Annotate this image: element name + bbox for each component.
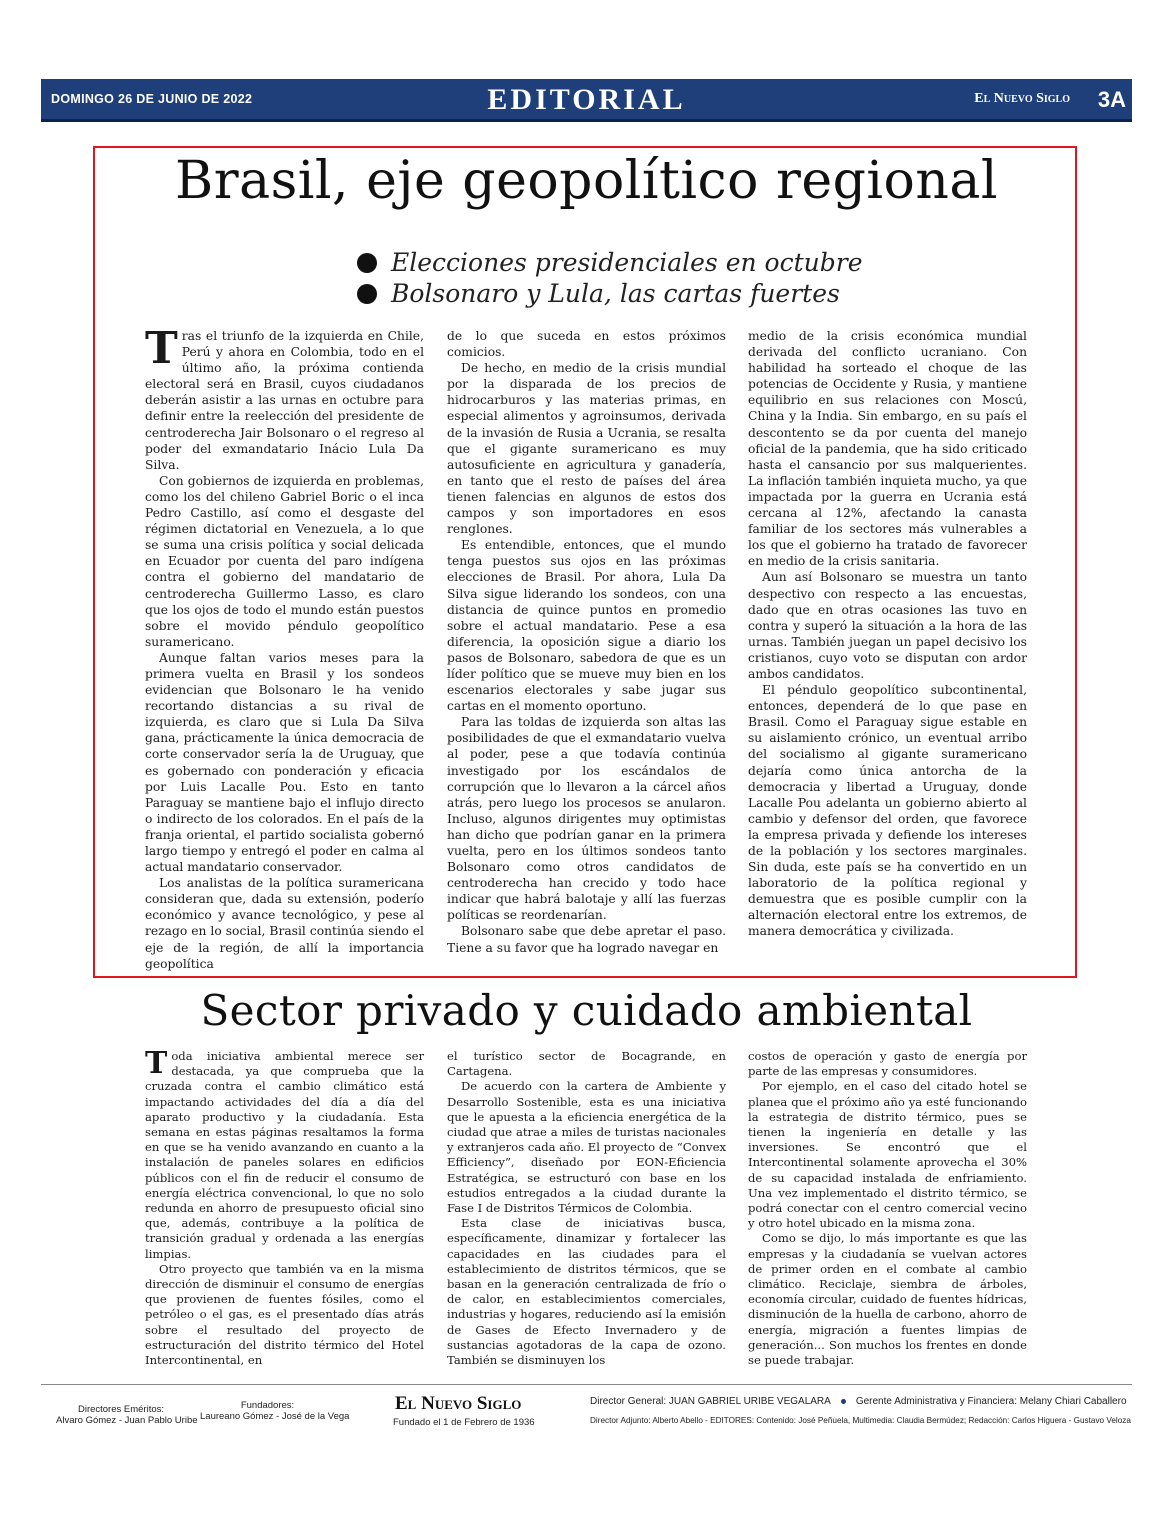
founders (200, 1400, 350, 1422)
masthead (41, 79, 1132, 122)
paragraph: Tras el triunfo de la izquierda en Chile, Perú y ahora en Colombia, todo en el último año, la próxima contienda electoral será en Brasil, cuyos ciudadanos deberán asistir a las urnas en octubre para definir entre la reelección del presidente de centroderecha Jair Bolsonaro o el regreso al poder del exmandatario Inácio Lula Da Silva. (145, 323, 424, 472)
emeritus-names: Alvaro Gómez - Juan Pablo Uribe (56, 1415, 198, 1426)
paragraph: De hecho, en medio de la crisis mundial por la disparada de los precios de hidrocarburos y las materias primas, en especial alimentos y agroinsumos, derivada de la invasión de Rusia a Ucrania, se resalta que el gigante suramericano es muy autosuficiente en agricultura y ganadería, en tanto que el resto de países del área tienen falencias en algunos de estos dos campos y son importadores en esos renglones. (447, 361, 726, 537)
founders-label: Fundadores: (240, 1400, 295, 1411)
paragraph: Otro proyecto que también va en la misma dirección de disminuir el consumo de energías que provienen de fuentes fósiles, como el petróleo o el gas, es el presentado días atrás sobre el resultado del proyecto de estructuración del distrito térmico del Hotel Intercontinental, en (145, 1261, 424, 1368)
issue-date: DOMINGO 26 DE JUNIO DE 2022 (51, 92, 253, 106)
bullet-dot-icon (357, 253, 377, 273)
paragraph: Como se dijo, lo más importante es que las empresas y la ciudadanía se vuelvan actores de primer orden en el combate al cambio climático. Reciclaje, siembra de árboles, economía circular, cuidado de fuentes hídricas, disminución de la huella de carbono, ahorro de energía, migración a fuentes limpias de generación... Son muchos los frentes en donde se puede trabajar. (748, 1231, 1027, 1368)
drop-cap: T (145, 1046, 168, 1081)
bullet-item (357, 247, 863, 278)
article-1-column-3 (748, 328, 1027, 968)
article-2-column-2 (447, 1049, 726, 1368)
page-number: 3A (1097, 87, 1126, 112)
emeritus-label: Directores Eméritos: (77, 1404, 165, 1415)
article-1-column-1 (145, 323, 424, 971)
financial-manager: Gerente Administrativa y Financiera: Melany Chiari Caballero (855, 1396, 1127, 1407)
footer-logo: El Nuevo Siglo (395, 1393, 522, 1414)
paragraph: medio de la crisis económica mundial derivada del conflicto ucraniano. Con habilidad ha sorteado el choque de las potencias de Occidente y Rusia, y mantiene equilibrio en sus relaciones con Moscú, China y la India. Sin embargo, en su país el descontento se da por cuenta del manejo oficial de la pandemia, que ha sido criticado hasta el cansancio por sus malquerientes. La inflación también inquieta mucho, ya que impactada por la guerra en Ucrania está cercana al 12%, afectando la canasta familiar de los sectores más vulnerables a los que el gobierno ha tratado de favorecer en medio de la crisis sanitaria. (748, 329, 1027, 569)
paragraph: Es entendible, entonces, que el mundo tenga puestos sus ojos en las próximas elecciones de Brasil. Por ahora, Lula Da Silva sigue liderando los sondeos, con una distancia de quince puntos en promedio sobre el actual mandatario. Pese a esa diferencia, la oposición sigue a diario los pasos de Bolsonaro, sabedora de que es un líder político que se mueve muy bien en los escenarios electorales y sabe jugar sus cartas en el momento oportuno. (447, 538, 726, 714)
newspaper-name: El Nuevo Siglo (974, 91, 1070, 106)
paragraph: De acuerdo con la cartera de Ambiente y Desarrollo Sostenible, esta es una iniciativa que le apuesta a la eficiencia energética de la ciudad que atrae a miles de turistas nacionales y extranjeros cada año. El proyecto de “Convex Efficiency”, diseñado por EON-Eficiencia Estratégica, se estructuró con base en los estudios entregados a la ciudad durante la Fase I de Distritos Térmicos de Colombia. (447, 1079, 726, 1216)
paragraph: Aunque faltan varios meses para la primera vuelta en Brasil y los sondeos evidencian que Bolsonaro le ha venido recortando distancias a su rival de izquierda, es claro que si Lula Da Silva gana, prácticamente la única democracia de corte conservador sería la de Uruguay, que es gobernado con ponderación y eficacia por Luis Lacalle Pou. Esto en tanto Paraguay se mantiene bajo el influjo directo o indirecto de los colorados. En el país de la franja oriental, el partido socialista gobernó largo tiempo y entregó el poder en calma al actual mandatario conservador. (145, 650, 424, 875)
paragraph: de lo que suceda en estos próximos comicios. (447, 329, 726, 360)
founders-names: Laureano Gómez - José de la Vega (200, 1411, 350, 1422)
paragraph: Los analistas de la política suramericana consideran que, dada su extensión, poderío económico y avance tecnológico, y pese al rezago en lo social, Brasil continúa siendo el eje de la región, de allí la importancia geopolítica (145, 876, 424, 971)
paragraph: El péndulo geopolítico subcontinental, entonces, dependerá de lo que pase en Brasil. Como el Paraguay sigue estable en su aislamiento crónico, un eventual arribo del socialismo al gigante suramericano dejaría como única antorcha de la democracia y libertad a Uruguay, donde Lacalle Pou adelanta un gobierno abierto al cambio y defensor del orden, que favorece la empresa privada y defiende los intereses de la población y los sectores marginales. Sin duda, este país se ha convertido en un laboratorio de la política regional y demuestra que es posible cumplir con la alternación electoral entre los extremos, de manera democrática y civilizada. (748, 683, 1027, 939)
footer-staff: Director Adjunto: Alberto Abello - EDITORES: Contenido: José Peñuela, Multimedia: Claudia Bermúdez; Redacción: Carlos Higuera - Gustavo Veloza (590, 1416, 1131, 1425)
separator-dot-icon (841, 1399, 846, 1404)
article-1-headline: Brasil, eje geopolítico regional (175, 151, 998, 211)
article-2-column-1 (145, 1046, 424, 1368)
bullet-item (357, 278, 863, 309)
bullet-dot-icon (357, 284, 377, 304)
article-1-bullets (357, 247, 863, 309)
paragraph: Para las toldas de izquierda son altas las posibilidades de que el exmandatario vuelva al poder, pese a que todavía continúa investigado por los escándalos de corrupción que lo llevaron a la cárcel años atrás, pero luego los procesos se anularon. Incluso, algunos dirigentes muy optimistas han dicho que podrían ganar en la primera vuelta, pero en los últimos sondeos tanto Bolsonaro como otros candidatos de centroderecha han crecido y todo hace indicar que habrá balotaje y allí las fuerzas políticas se reordenarían. (447, 715, 726, 923)
footer-management (590, 1396, 1127, 1407)
founded-date: Fundado el 1 de Febrero de 1936 (393, 1417, 535, 1428)
article-1-column-2 (447, 328, 726, 968)
paragraph: Aun así Bolsonaro se muestra un tanto despectivo con respecto a las encuestas, dado que en otras ocasiones las tuvo en contra y superó la situación a la hora de las urnas. También juegan un papel decisivo los cristianos, cuyo voto se disputan con ardor ambos candidatos. (748, 570, 1027, 681)
paragraph: Con gobiernos de izquierda en problemas, como los del chileno Gabriel Boric o el inca Pedro Castillo, así como el desgaste del régimen dictatorial en Venezuela, a lo que se suma una crisis política y social delicada en Ecuador por cuenta del paro indígena contra el gobierno del mandatario de centroderecha Guillermo Lasso, es claro que los ojos de todo el mundo están puestos sobre el movido péndulo geopolítico suramericano. (145, 473, 424, 649)
article-2-column-3 (748, 1049, 1027, 1368)
paragraph: Bolsonaro sabe que debe apretar el paso. Tiene a su favor que ha logrado navegar en (447, 924, 726, 955)
footer-divider (41, 1384, 1132, 1385)
bullet-text: Elecciones presidenciales en octubre (391, 248, 863, 277)
section-title: EDITORIAL (487, 83, 686, 116)
bullet-text: Bolsonaro y Lula, las cartas fuertes (391, 279, 840, 308)
drop-cap: T (145, 323, 178, 374)
paragraph: Toda iniciativa ambiental merece ser destacada, ya que comprueba que la cruzada contra el cambio climático está impactando actividades del día a día del aparato productivo y la ciudadanía. Esta semana en estas páginas resaltamos la forma en que se ha venido avanzando en cuanto a la instalación de paneles solares en edificios públicos con el fin de reducir el consumo de energía eléctrica convencional, lo que no solo redunda en ahorro de presupuesto oficial sino que, además, contribuye a la política de transición gradual y ordenada a las energías limpias. (145, 1046, 424, 1261)
paragraph: el turístico sector de Bocagrande, en Cartagena. (447, 1049, 726, 1079)
director-general: Director General: JUAN GABRIEL URIBE VEGALARA (590, 1396, 831, 1407)
paragraph: Por ejemplo, en el caso del citado hotel se planea que el próximo año ya esté funcionando la estrategia de distrito térmico, pues se tienen la ingeniería en detalle y las inversiones. Se encontró que el Intercontinental solamente aprovecha el 30% de su capacidad instalada de enfriamiento. Una vez implementado el distrito térmico, se podrá conectar con el centro comercial vecino y otro hotel ubicado en la misma zona. (748, 1079, 1027, 1231)
paragraph: Esta clase de iniciativas busca, específicamente, dinamizar y fortalecer las capacidades en las ciudades para el establecimiento de distritos térmicos, que se basan en la generación centralizada de frío o de calor, en establecimientos comerciales, industrias y hogares, reduciendo así la emisión de Gases de Efecto Invernadero y de sustancias agotadoras de la capa de ozono. También se disminuyen los (447, 1216, 726, 1368)
paragraph: costos de operación y gasto de energía por parte de las empresas y consumidores. (748, 1049, 1027, 1079)
article-2-headline: Sector privado y cuidado ambiental (200, 986, 973, 1035)
emeritus-directors (56, 1404, 198, 1426)
